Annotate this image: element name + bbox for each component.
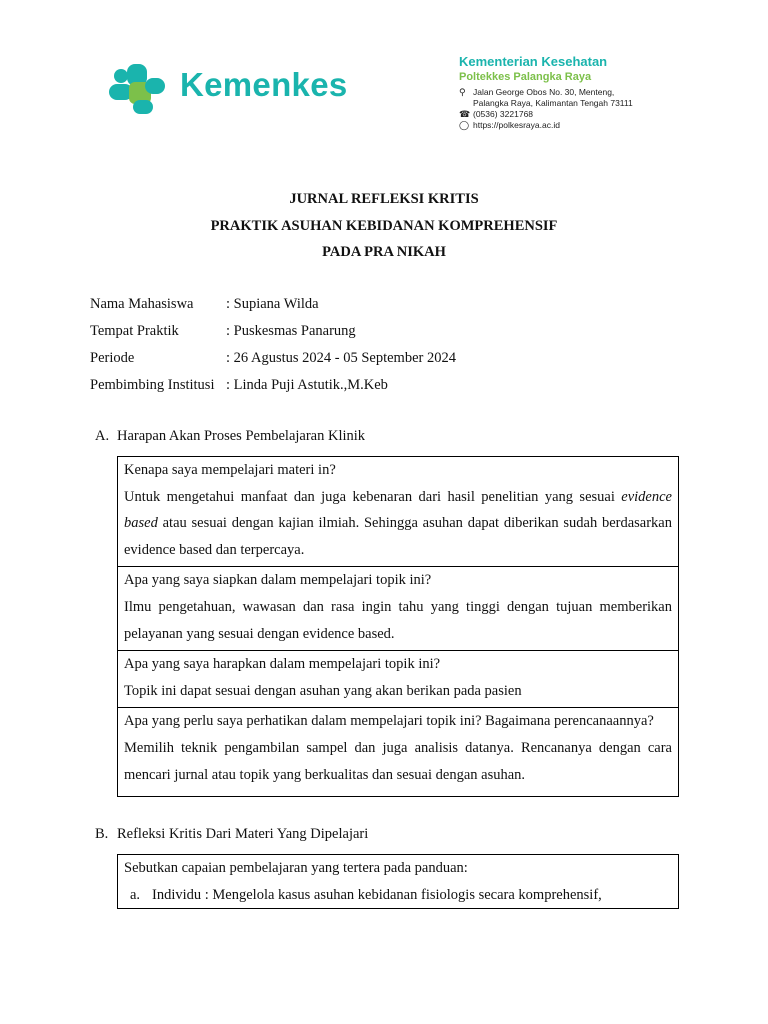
globe-icon: ◯ [459, 120, 470, 130]
section-letter: B. [95, 826, 109, 842]
question: Kenapa saya mempelajari materi in? [124, 462, 336, 478]
question: Apa yang perlu saya perhatikan dalam mempelajari topik ini? Bagaimana perencanaannya? [124, 713, 654, 730]
phone-number: (0536) 3221768 [473, 109, 534, 119]
section-a-heading [95, 428, 365, 445]
prompt: Sebutkan capaian pembelajaran yang tertera pada panduan: [124, 860, 468, 876]
section-b-table [117, 854, 679, 909]
info-value: : Linda Puji Astutik.,M.Keb [226, 377, 388, 393]
phone-icon: ☎ [459, 109, 471, 119]
website-row [459, 120, 633, 131]
qa-cell-4 [118, 707, 678, 796]
website-link[interactable]: https://polkesraya.ac.id [473, 120, 560, 130]
info-value: : Puskesmas Panarung [226, 323, 356, 339]
address-line-2: Palangka Raya, Kalimantan Tengah 73111 [473, 98, 633, 108]
info-label: Nama Mahasiswa [90, 296, 194, 312]
list-item-text: Individu : Mengelola kasus asuhan kebidanan fisiologis secara komprehensif, [152, 886, 602, 903]
section-b-heading [95, 826, 368, 843]
answer: Untuk mengetahui manfaat dan juga kebenaran dari hasil penelitian yang sesuai evidence based atau sesuai dengan kajian ilmiah. Sehingga asuhan dapat diberikan sudah berdasarkan evidence based dan terpercaya. [124, 488, 672, 558]
answer: Topik ini dapat sesuai dengan asuhan yang akan berikan pada pasien [124, 682, 522, 699]
info-label: Pembimbing Institusi [90, 377, 215, 393]
info-label: Tempat Praktik [90, 323, 179, 339]
info-label: Periode [90, 350, 135, 366]
section-title: Refleksi Kritis Dari Materi Yang Dipelajari [117, 826, 369, 842]
org-name: Kementerian Kesehatan [459, 54, 608, 69]
student-info [90, 292, 456, 400]
kemenkes-logo [107, 60, 377, 116]
address-line-1: Jalan George Obos No. 30, Menteng, [473, 87, 615, 97]
title-line-3: PADA PRA NIKAH [322, 244, 446, 260]
contact-block [459, 87, 633, 131]
info-row-student-name [90, 292, 456, 319]
learning-outcomes-cell [118, 855, 678, 908]
section-a-table [117, 456, 679, 797]
info-row-supervisor [90, 373, 456, 400]
section-title: Harapan Akan Proses Pembelajaran Klinik [117, 428, 366, 444]
answer-emphasis: evidence based [124, 488, 672, 532]
logo-wordmark: Kemenkes [180, 66, 348, 103]
answer: Memilih teknik pengambilan sampel dan juga analisis datanya. Rencananya dengan cara mencari jurnal atau topik yang berkualitas dan sesuai dengan asuhan. [124, 739, 672, 783]
qa-cell-2 [118, 566, 678, 650]
qa-cell-1 [118, 457, 678, 566]
document-title [0, 186, 768, 266]
title-line-2: PRAKTIK ASUHAN KEBIDANAN KOMPREHENSIF [210, 217, 558, 234]
answer: Ilmu pengetahuan, wawasan dan rasa ingin tahu yang tinggi dengan tujuan memberikan pelayanan yang sesuai dengan evidence based. [124, 598, 672, 642]
organization-header [459, 54, 633, 131]
question: Apa yang saya harapkan dalam mempelajari topik ini? [124, 656, 441, 673]
list-marker: a. [130, 886, 141, 903]
question: Apa yang saya siapkan dalam mempelajari topik ini? [124, 572, 432, 589]
section-letter: A. [95, 428, 110, 444]
org-subname: Poltekkes Palangka Raya [459, 71, 592, 83]
qa-cell-3 [118, 650, 678, 707]
title-line-1: JURNAL REFLEKSI KRITIS [289, 191, 479, 207]
location-pin-icon: ⚲ [459, 87, 466, 97]
list-item [124, 882, 672, 909]
kemenkes-logo-icon [107, 60, 171, 116]
info-row-period [90, 346, 456, 373]
info-value: : Supiana Wilda [226, 296, 319, 312]
info-row-practice-place [90, 319, 456, 346]
info-value: : 26 Agustus 2024 - 05 September 2024 [226, 350, 456, 366]
address-row [459, 87, 633, 109]
phone-row [459, 109, 633, 120]
